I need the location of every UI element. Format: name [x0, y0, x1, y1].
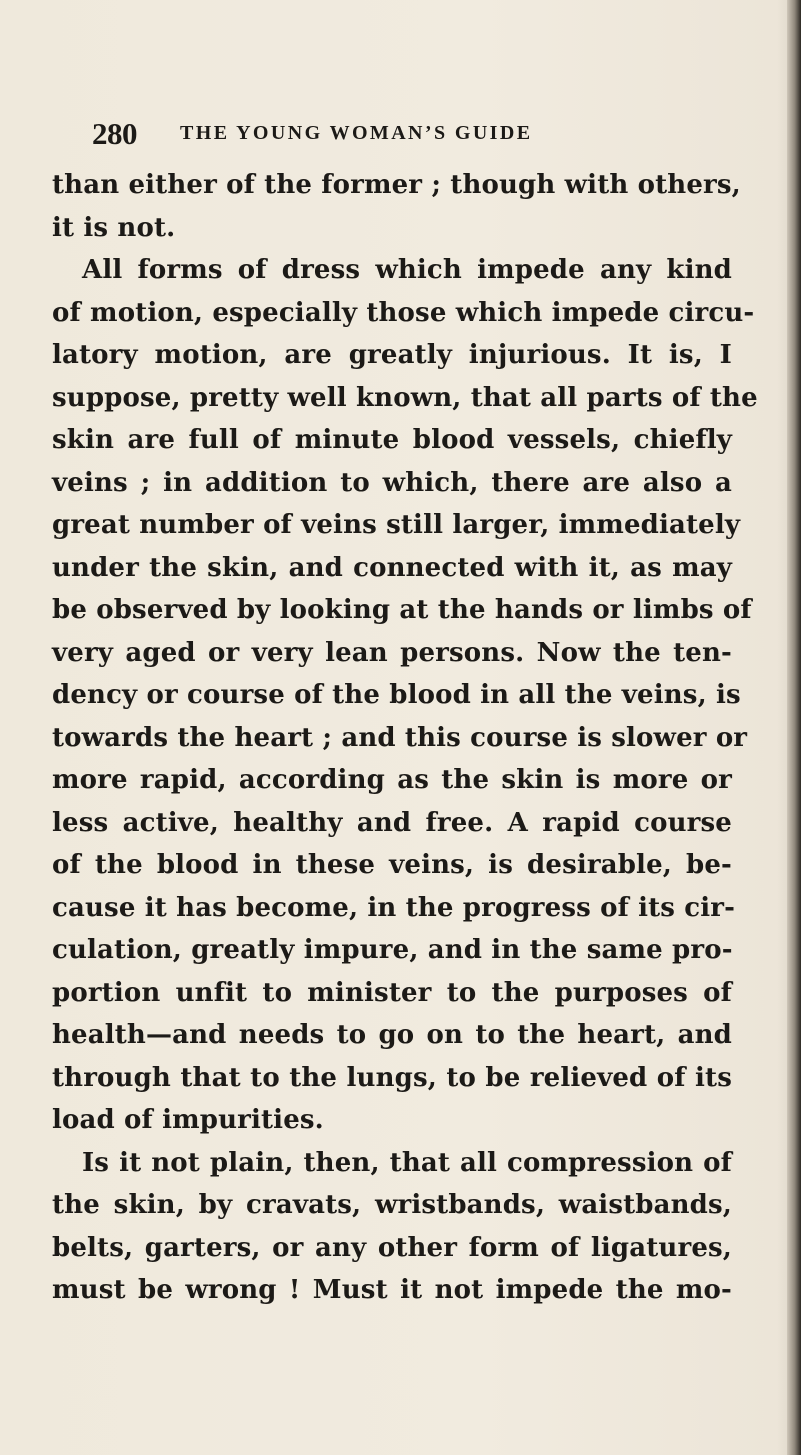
text-line: health—and needs to go on to the heart, and: [52, 1020, 732, 1050]
text-line: be observed by looking at the hands or limbs of: [52, 595, 752, 625]
page-header: [92, 116, 732, 152]
text-line: less active, healthy and free. A rapid course: [52, 807, 732, 838]
paragraph-first-line: All forms of dress which impede any kind: [82, 255, 732, 285]
text-line: it is not.: [52, 212, 176, 243]
text-line: more rapid, according as the skin is more or: [52, 765, 732, 795]
text-line: belts, garters, or any other form of ligatures,: [52, 1232, 732, 1263]
running-title: THE YOUNG WOMAN’S GUIDE: [180, 122, 533, 144]
text-line: of motion, especially those which impede circu-: [52, 297, 755, 328]
text-line: very aged or very lean persons. Now the ten-: [52, 637, 732, 668]
text-line: under the skin, and connected with it, as may: [52, 552, 732, 583]
text-line: the skin, by cravats, wristbands, waistbands,: [52, 1190, 732, 1220]
paragraph-first-line: Is it not plain, then, that all compression of: [82, 1147, 732, 1178]
text-line: towards the heart ; and this course is slower or: [52, 722, 748, 753]
text-line: through that to the lungs, to be relieved of its: [52, 1062, 732, 1093]
text-line: of the blood in these veins, is desirable, be-: [52, 850, 732, 880]
text-line: veins ; in addition to which, there are also a: [52, 467, 732, 498]
text-line: must be wrong ! Must it not impede the mo-: [52, 1275, 732, 1305]
page-edge-shadow: [787, 0, 801, 1455]
body-text: [52, 164, 758, 1312]
text-line: portion unfit to minister to the purposes of: [52, 977, 732, 1008]
text-line: suppose, pretty well known, that all parts of the: [52, 382, 758, 413]
text-line: great number of veins still larger, immediately: [52, 510, 741, 540]
text-line: than either of the former ; though with others,: [52, 170, 741, 200]
page-number: 280: [92, 116, 137, 151]
text-line: skin are full of minute blood vessels, chiefly: [52, 425, 732, 455]
text-line: culation, greatly impure, and in the same pro-: [52, 935, 733, 965]
text-line: dency or course of the blood in all the veins, is: [52, 680, 741, 710]
text-line: latory motion, are greatly injurious. It is, I: [52, 340, 732, 370]
text-line: cause it has become, in the progress of its cir-: [52, 892, 736, 923]
text-line: load of impurities.: [52, 1105, 324, 1135]
